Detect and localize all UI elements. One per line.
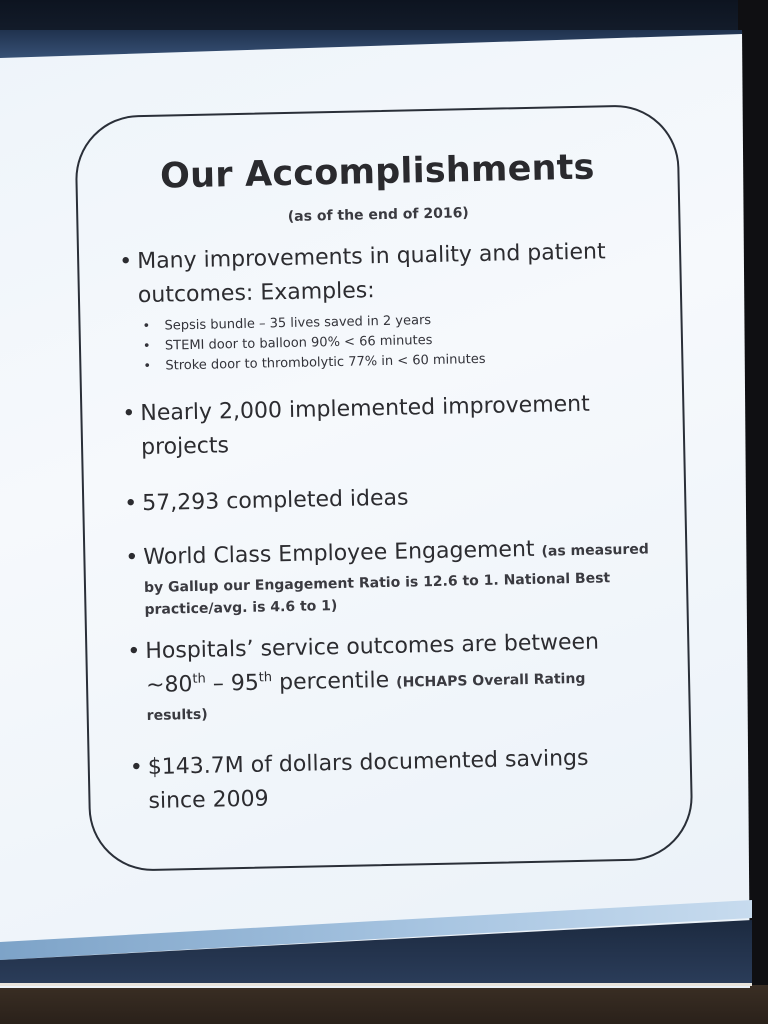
bullet-quality-improvements [119,234,660,313]
engagement-note-line2: by Gallup our Engagement Ratio is 12.6 to 1. National Best [143,570,611,597]
sub-item-text: STEMI door to balloon 90% < 66 minutes [164,332,433,354]
percentile-high: – 95 [205,670,260,697]
bullet-completed-ideas [124,476,665,521]
sub-bullet-dot: • [143,358,152,375]
engagement-note-inline: (as measured [541,541,650,560]
bullet-text-line2: projects [140,433,230,461]
bullet-text-line1: $143.7M of dollars documented savings [147,745,589,781]
bullet-text-line1: Nearly 2,000 implemented improvement [140,391,590,427]
percentile-low-suffix: th [192,671,206,687]
hchaps-note-line2: results) [146,706,208,725]
projector-bottom-frame [0,985,768,1024]
slide-footer-line [0,983,752,986]
bullet-dot: • [125,545,139,571]
slide-subtitle: (as of the end of 2016) [287,205,469,225]
bullet-dot: • [129,755,144,781]
bullet-text-line1: Hospitals’ service outcomes are between [145,629,600,665]
bullet-improvement-projects [122,386,663,465]
quality-examples-list [142,307,623,377]
sub-item-text: Sepsis bundle – 35 lives saved in 2 years [164,312,432,334]
bullet-dot: • [118,249,133,275]
percentile-word: percentile [271,667,397,696]
bullet-dot: • [124,491,138,517]
bullet-documented-savings [129,740,670,819]
sub-bullet-dot: • [142,318,151,335]
bullet-employee-engagement [125,530,667,621]
sub-bullet-dot: • [142,338,151,355]
engagement-note-line3: practice/avg. is 4.6 to 1) [144,598,338,619]
bullet-text-line1: Many improvements in quality and patient [136,239,606,275]
bullet-service-outcomes [127,624,669,727]
slide-title: Our Accomplishments [159,147,596,197]
engagement-headline: World Class Employee Engagement [143,536,535,571]
percentile-high-suffix: th [258,670,273,686]
bullet-dot: • [122,401,136,427]
bullet-text-line1: 57,293 completed ideas [142,485,409,517]
percentile-low: ~80 [145,672,193,699]
bullet-text-line2: since 2009 [148,786,269,814]
bullet-dot: • [127,639,141,665]
hchaps-note-inline: (HCHAPS Overall Rating [396,670,586,691]
sub-item-text: Stroke door to thrombolytic 77% in < 60 minutes [165,351,486,374]
accomplishments-card [74,104,694,872]
bullet-text-line2: outcomes: Examples: [137,278,375,309]
